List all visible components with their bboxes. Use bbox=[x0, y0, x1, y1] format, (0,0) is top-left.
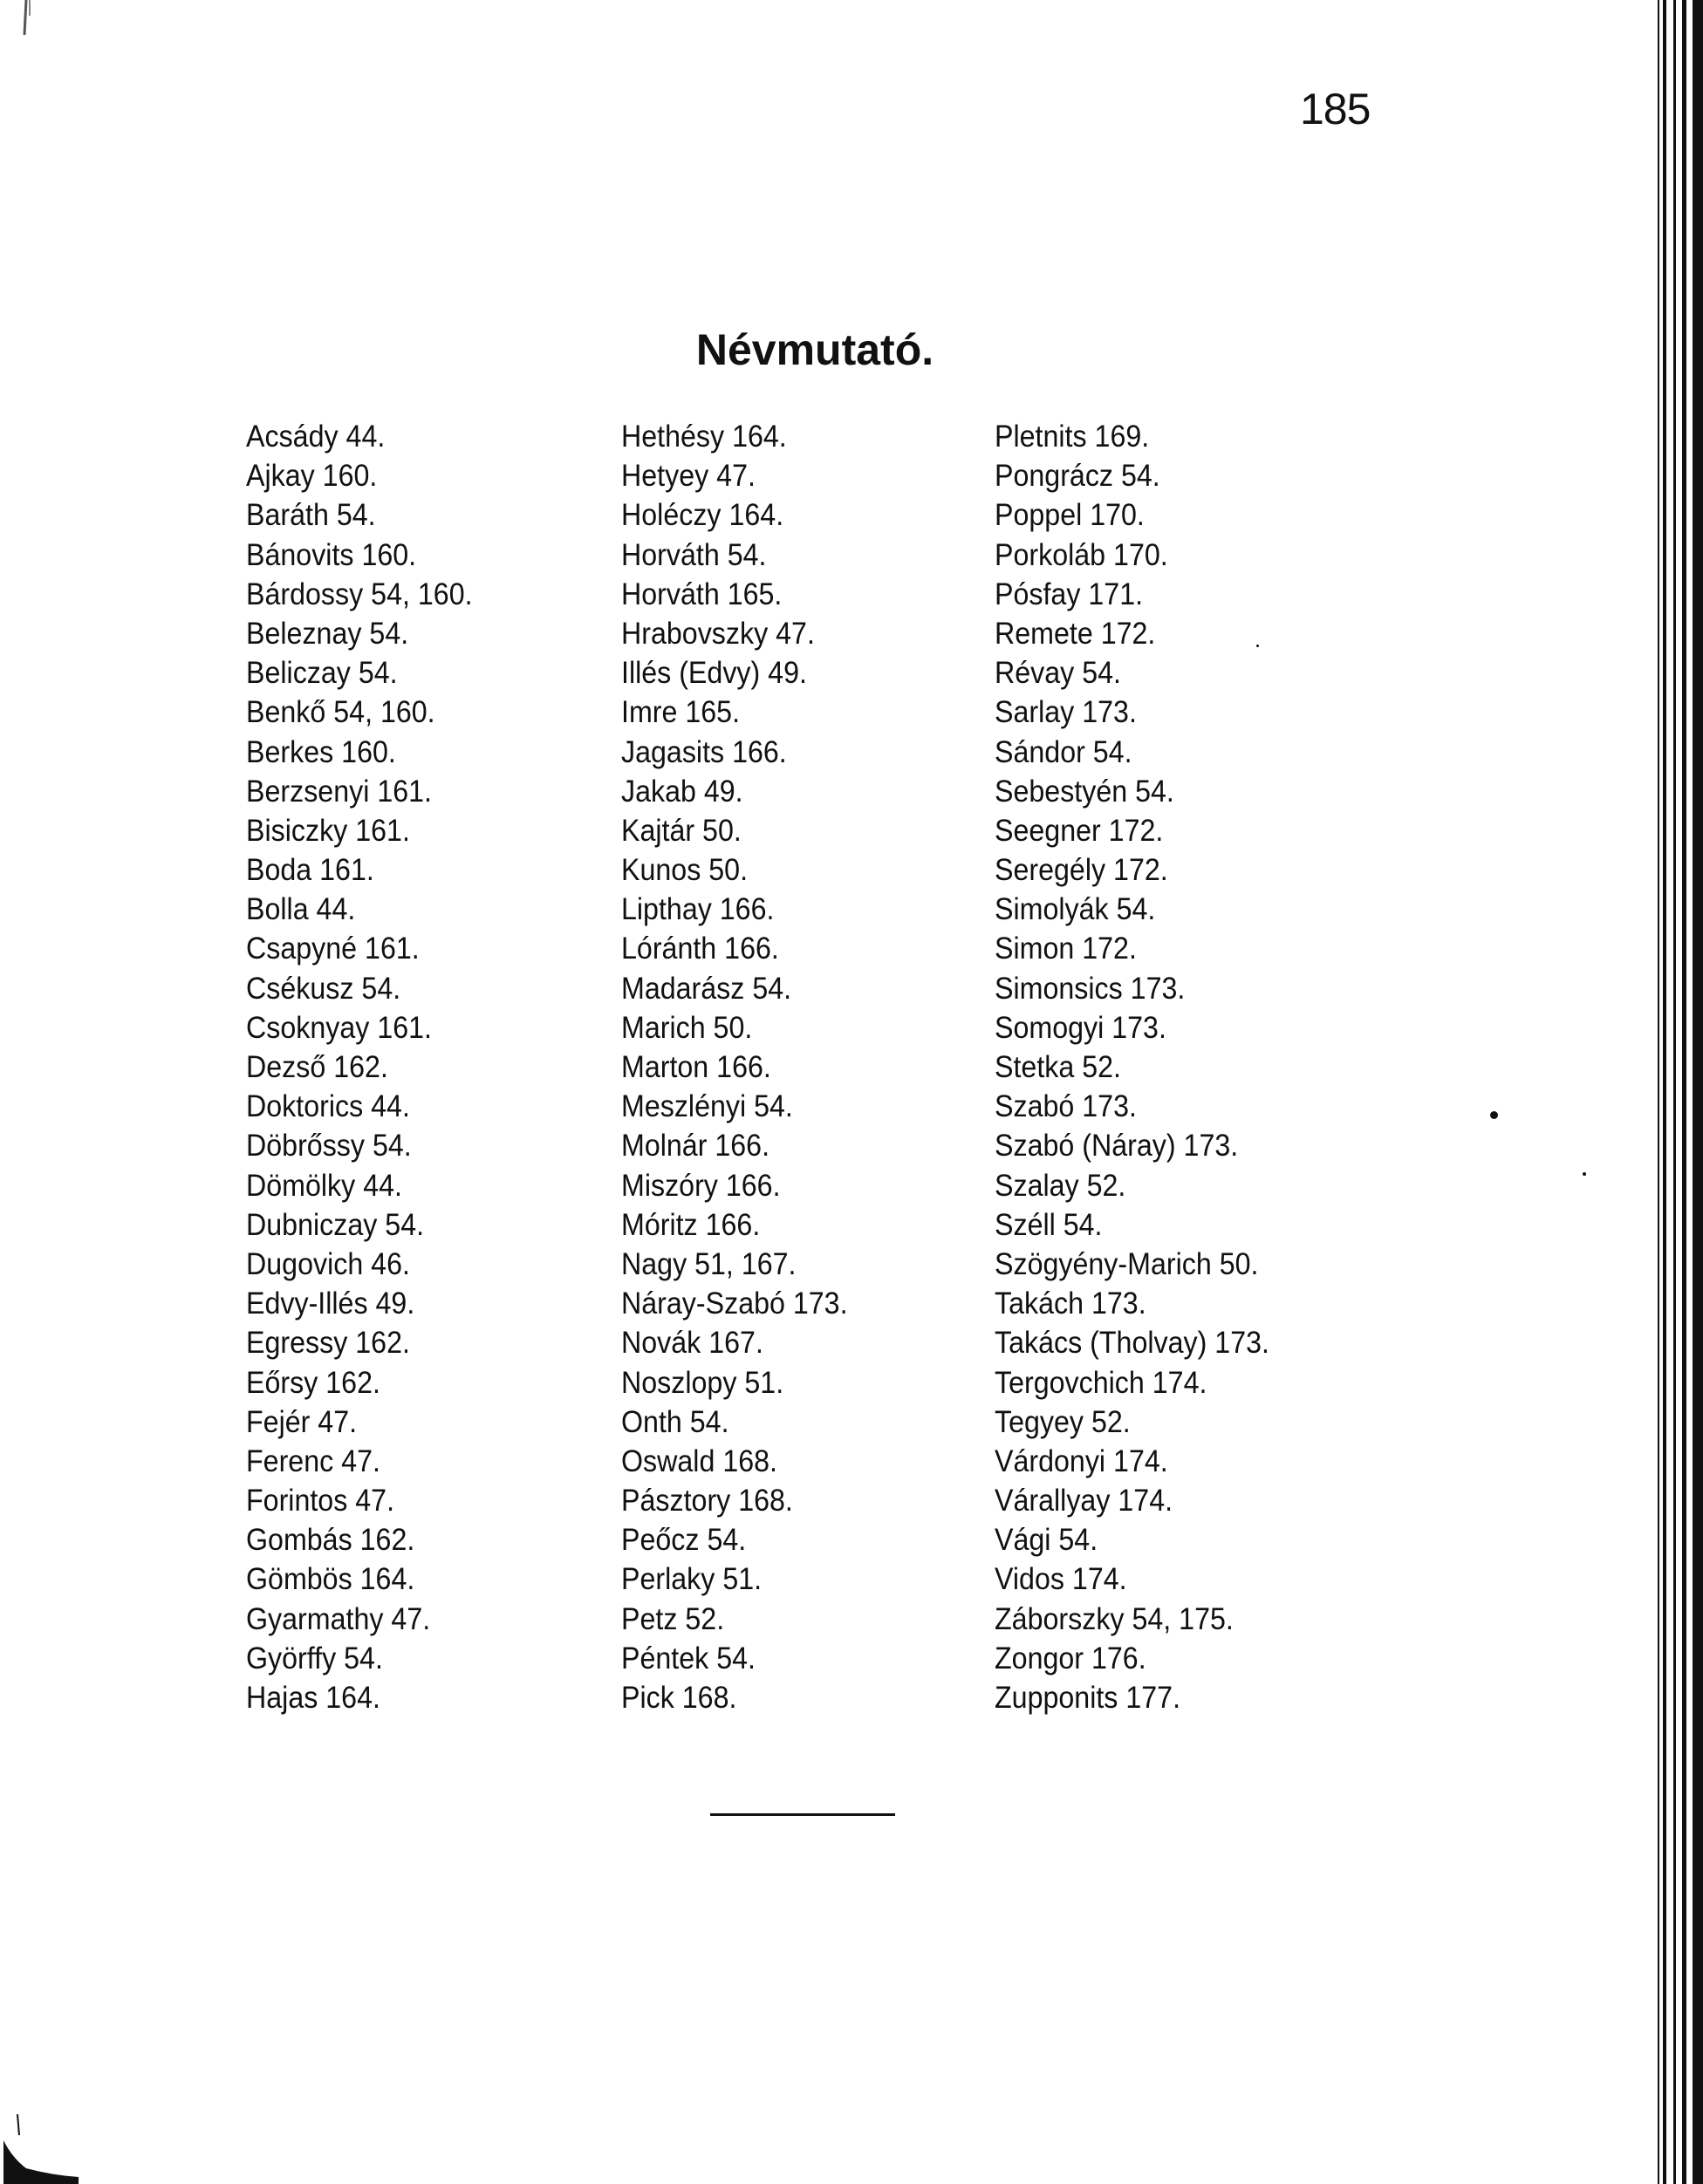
index-entry: Imre 165. bbox=[621, 695, 741, 730]
index-entry: Révay 54. bbox=[995, 656, 1121, 691]
index-entry: Meszlényi 54. bbox=[621, 1089, 793, 1124]
index-entry: Györffy 54. bbox=[246, 1641, 383, 1676]
index-entry: Bolla 44. bbox=[246, 892, 356, 927]
index-entry: Forintos 47. bbox=[246, 1484, 395, 1519]
index-entry: Somogyi 173. bbox=[995, 1010, 1166, 1045]
index-entry: Záborszky 54, 175. bbox=[995, 1601, 1234, 1636]
index-entry: Noszlopy 51. bbox=[621, 1365, 784, 1400]
index-entry: Simonsics 173. bbox=[995, 971, 1186, 1006]
index-entry: Kunos 50. bbox=[621, 853, 749, 888]
index-entry: Oswald 168. bbox=[621, 1443, 777, 1478]
index-entry: Illés (Edvy) 49. bbox=[621, 656, 807, 691]
index-entry: Bárdossy 54, 160. bbox=[246, 577, 473, 611]
index-entry: Hrabovszky 47. bbox=[621, 616, 815, 651]
index-entry: Berzsenyi 161. bbox=[246, 774, 433, 809]
index-entry: Várdonyi 174. bbox=[995, 1443, 1168, 1478]
index-entry: Boda 161. bbox=[246, 853, 374, 888]
index-entry: Bánovits 160. bbox=[246, 537, 417, 572]
index-entry: Nagy 51, 167. bbox=[621, 1246, 797, 1281]
print-speck bbox=[1490, 1111, 1498, 1119]
index-entry: Vidos 174. bbox=[995, 1562, 1127, 1597]
index-entry: Dezső 162. bbox=[246, 1050, 388, 1084]
index-entry: Lipthay 166. bbox=[621, 892, 775, 927]
index-entry: Madarász 54. bbox=[621, 971, 792, 1006]
print-speck bbox=[1583, 1172, 1586, 1176]
index-entry: Hetyey 47. bbox=[621, 459, 756, 494]
index-entry: Stetka 52. bbox=[995, 1050, 1122, 1084]
index-entry: Ajkay 160. bbox=[246, 459, 378, 494]
index-entry: Pósfay 171. bbox=[995, 577, 1144, 611]
index-entry: Molnár 166. bbox=[621, 1129, 770, 1164]
index-entry: Porkoláb 170. bbox=[995, 537, 1168, 572]
index-entry: Ferenc 47. bbox=[246, 1443, 380, 1478]
index-entry: Gombás 162. bbox=[246, 1523, 415, 1558]
index-column-2 bbox=[621, 417, 867, 1717]
index-entry: Peőcz 54. bbox=[621, 1523, 747, 1558]
index-entry: Hethésy 164. bbox=[621, 420, 787, 454]
index-entry: Horváth 54. bbox=[621, 537, 767, 572]
print-speck bbox=[1256, 645, 1259, 647]
index-entry: Dömölky 44. bbox=[246, 1168, 402, 1203]
page-corner-mark bbox=[0, 2114, 79, 2184]
index-entry: Csékusz 54. bbox=[246, 971, 401, 1006]
end-rule bbox=[710, 1813, 895, 1816]
index-entry: Zupponits 177. bbox=[995, 1681, 1181, 1715]
index-entry: Beliczay 54. bbox=[246, 656, 398, 691]
index-entry: Pletnits 169. bbox=[995, 420, 1150, 454]
index-entry: Marton 166. bbox=[621, 1050, 771, 1084]
index-entry: Döbrőssy 54. bbox=[246, 1129, 412, 1164]
book-spine-edge bbox=[1651, 0, 1703, 2184]
page-number: 185 bbox=[1300, 85, 1371, 133]
page-corner-mark-top bbox=[0, 0, 52, 52]
index-entry: Baráth 54. bbox=[246, 498, 376, 533]
index-entry: Poppel 170. bbox=[995, 498, 1145, 533]
index-entry: Pick 168. bbox=[621, 1681, 737, 1715]
index-entry: Benkő 54, 160. bbox=[246, 695, 435, 730]
index-entry: Simon 172. bbox=[995, 932, 1137, 966]
index-entry: Sarlay 173. bbox=[995, 695, 1137, 730]
index-entry: Seregély 172. bbox=[995, 853, 1168, 888]
index-entry: Takács (Tholvay) 173. bbox=[995, 1326, 1269, 1361]
index-entry: Zongor 176. bbox=[995, 1641, 1146, 1676]
index-entry: Tegyey 52. bbox=[995, 1404, 1131, 1439]
index-entry: Acsády 44. bbox=[246, 420, 386, 454]
index-entry: Szabó (Náray) 173. bbox=[995, 1129, 1239, 1164]
index-entry: Remete 172. bbox=[995, 616, 1156, 651]
index-entry: Doktorics 44. bbox=[246, 1089, 410, 1124]
index-entry: Péntek 54. bbox=[621, 1641, 756, 1676]
index-entry: Szalay 52. bbox=[995, 1168, 1126, 1203]
index-entry: Eőrsy 162. bbox=[246, 1365, 380, 1400]
index-entry: Fejér 47. bbox=[246, 1404, 358, 1439]
index-entry: Vági 54. bbox=[995, 1523, 1098, 1558]
index-entry: Sándor 54. bbox=[995, 734, 1132, 769]
index-entry: Kajtár 50. bbox=[621, 813, 742, 848]
index-entry: Dugovich 46. bbox=[246, 1246, 410, 1281]
index-entry: Széll 54. bbox=[995, 1207, 1103, 1242]
index-entry: Pongrácz 54. bbox=[995, 459, 1160, 494]
index-entry: Takách 173. bbox=[995, 1287, 1146, 1321]
index-entry: Perlaky 51. bbox=[621, 1562, 763, 1597]
index-entry: Dubniczay 54. bbox=[246, 1207, 425, 1242]
index-entry: Jagasits 166. bbox=[621, 734, 787, 769]
index-entry: Marich 50. bbox=[621, 1010, 753, 1045]
index-entry: Onth 54. bbox=[621, 1404, 729, 1439]
index-entry: Gömbös 164. bbox=[246, 1562, 415, 1597]
index-entry: Bisiczky 161. bbox=[246, 813, 410, 848]
index-entry: Gyarmathy 47. bbox=[246, 1601, 431, 1636]
index-entry: Holéczy 164. bbox=[621, 498, 784, 533]
index-entry: Várallyay 174. bbox=[995, 1484, 1173, 1519]
index-entry: Beleznay 54. bbox=[246, 616, 409, 651]
index-column-1 bbox=[246, 417, 492, 1717]
index-entry: Egressy 162. bbox=[246, 1326, 410, 1361]
index-entry: Náray-Szabó 173. bbox=[621, 1287, 848, 1321]
index-entry: Jakab 49. bbox=[621, 774, 743, 809]
index-entry: Novák 167. bbox=[621, 1326, 763, 1361]
index-entry: Horváth 165. bbox=[621, 577, 783, 611]
index-entry: Simolyák 54. bbox=[995, 892, 1156, 927]
index-entry: Móritz 166. bbox=[621, 1207, 761, 1242]
index-entry: Petz 52. bbox=[621, 1601, 725, 1636]
index-entry: Miszóry 166. bbox=[621, 1168, 781, 1203]
index-entry: Csapyné 161. bbox=[246, 932, 420, 966]
index-column-3 bbox=[995, 417, 1293, 1717]
index-entry: Szabó 173. bbox=[995, 1089, 1137, 1124]
page-title: Névmutató. bbox=[695, 325, 934, 374]
index-entry: Edvy-Illés 49. bbox=[246, 1287, 415, 1321]
index-entry: Sebestyén 54. bbox=[995, 774, 1174, 809]
index-entry: Csoknyay 161. bbox=[246, 1010, 433, 1045]
index-entry: Pásztory 168. bbox=[621, 1484, 793, 1519]
index-entry: Berkes 160. bbox=[246, 734, 396, 769]
index-entry: Tergovchich 174. bbox=[995, 1365, 1207, 1400]
index-entry: Szögyény-Marich 50. bbox=[995, 1246, 1259, 1281]
index-entry: Seegner 172. bbox=[995, 813, 1164, 848]
index-entry: Hajas 164. bbox=[246, 1681, 380, 1715]
index-entry: Lóránth 166. bbox=[621, 932, 779, 966]
